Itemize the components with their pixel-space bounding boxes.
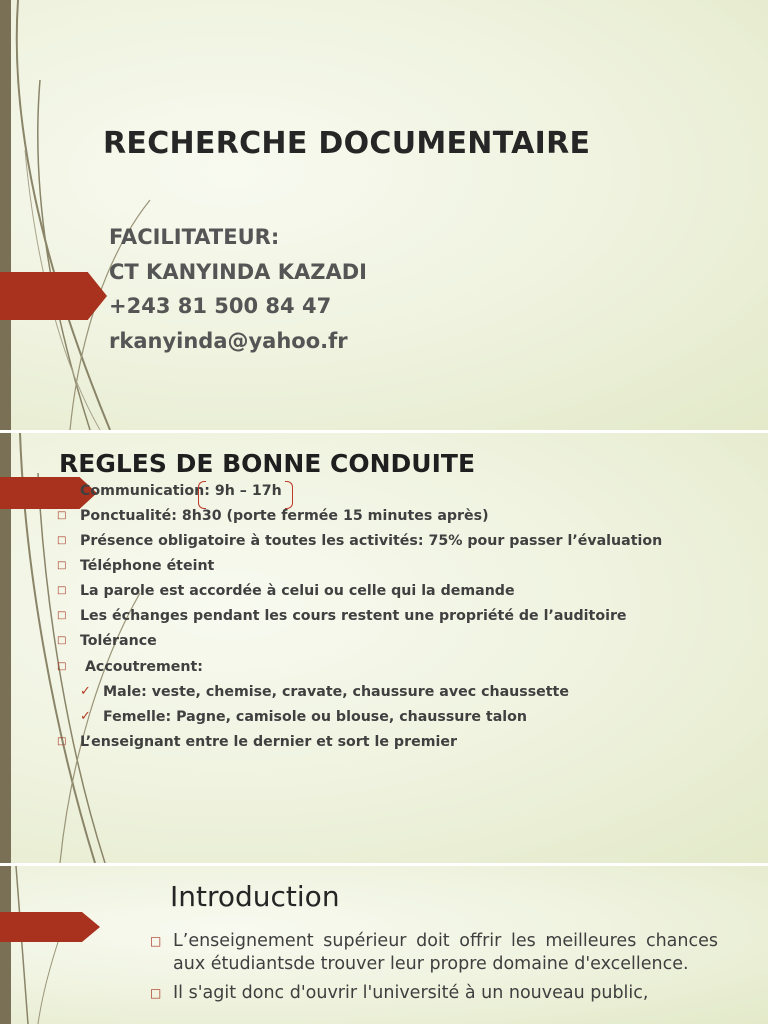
slide-title-heading: RECHERCHE DOCUMENTAIRE	[103, 126, 591, 161]
rule-subitem	[80, 707, 527, 727]
left-accent-bar	[0, 866, 11, 1024]
highlight-bracket-left	[198, 481, 206, 509]
rule-text: La parole est accordée à celui ou celle qui la demande	[80, 583, 515, 599]
square-bullet-icon: □	[150, 934, 162, 948]
contact-role: FACILITATEUR:	[109, 225, 280, 249]
square-bullet-icon: □	[57, 736, 67, 747]
square-bullet-icon: □	[57, 661, 67, 672]
rules-heading: REGLES DE BONNE CONDUITE	[59, 449, 476, 478]
contact-phone: +243 81 500 84 47	[109, 294, 332, 318]
square-bullet-icon: □	[57, 560, 67, 571]
slide-introduction	[0, 866, 768, 1024]
checkmark-icon: ✓	[80, 684, 91, 699]
contact-email: rkanyinda@yahoo.fr	[109, 328, 348, 353]
rule-text: Tolérance	[80, 633, 157, 649]
rule-text: Ponctualité: 8h30 (porte fermée 15 minutes après)	[80, 508, 489, 524]
intro-paragraph	[150, 930, 718, 976]
square-bullet-icon: □	[57, 510, 67, 521]
rule-text: Téléphone éteint	[80, 558, 215, 574]
checkmark-icon: ✓	[80, 709, 91, 724]
highlight-bracket-right	[285, 481, 293, 509]
square-bullet-icon: □	[57, 610, 67, 621]
rule-item	[57, 581, 515, 601]
rule-text: Communication: 9h – 17h	[80, 483, 282, 499]
rule-text: Male: veste, chemise, cravate, chaussure avec chaussette	[103, 684, 569, 700]
rule-item	[80, 481, 282, 501]
square-bullet-icon: □	[57, 635, 67, 646]
rule-text: Présence obligatoire à toutes les activités: 75% pour passer l’évaluation	[80, 533, 663, 549]
arrow-tab-decoration	[0, 272, 107, 320]
introduction-heading: Introduction	[170, 880, 340, 913]
rule-text: L’enseignant entre le dernier et sort le premier	[80, 734, 457, 750]
facilitator-contact	[109, 220, 367, 358]
rule-text: Accoutrement:	[80, 659, 203, 675]
rule-subitem	[80, 682, 569, 702]
rule-item	[57, 556, 214, 576]
rule-item	[57, 506, 489, 526]
rule-item	[57, 531, 662, 551]
rule-item	[57, 606, 627, 626]
intro-text: Il s'agit donc d'ouvrir l'université à un nouveau public,	[173, 983, 649, 1003]
rule-text: Les échanges pendant les cours restent une propriété de l’auditoire	[80, 608, 627, 624]
arrow-tab-decoration	[0, 912, 100, 942]
decorative-swoosh-lines	[0, 0, 200, 430]
square-bullet-icon: □	[57, 535, 67, 546]
intro-text: L’enseignement supérieur doit offrir les meilleures chances aux étudiantsde trouver leur propre domaine d'excellence.	[173, 931, 718, 974]
rule-item	[57, 657, 203, 677]
slide-title	[0, 0, 768, 430]
rule-item	[57, 732, 457, 752]
left-accent-bar	[0, 0, 11, 430]
slide-rules	[0, 433, 768, 863]
square-bullet-icon: □	[150, 986, 162, 1000]
introduction-list	[150, 930, 718, 1011]
rule-text: Femelle: Pagne, camisole ou blouse, chaussure talon	[103, 709, 527, 725]
square-bullet-icon: □	[57, 585, 67, 596]
contact-name: CT KANYINDA KAZADI	[109, 259, 367, 284]
intro-paragraph	[150, 982, 718, 1005]
rule-item	[57, 631, 157, 651]
